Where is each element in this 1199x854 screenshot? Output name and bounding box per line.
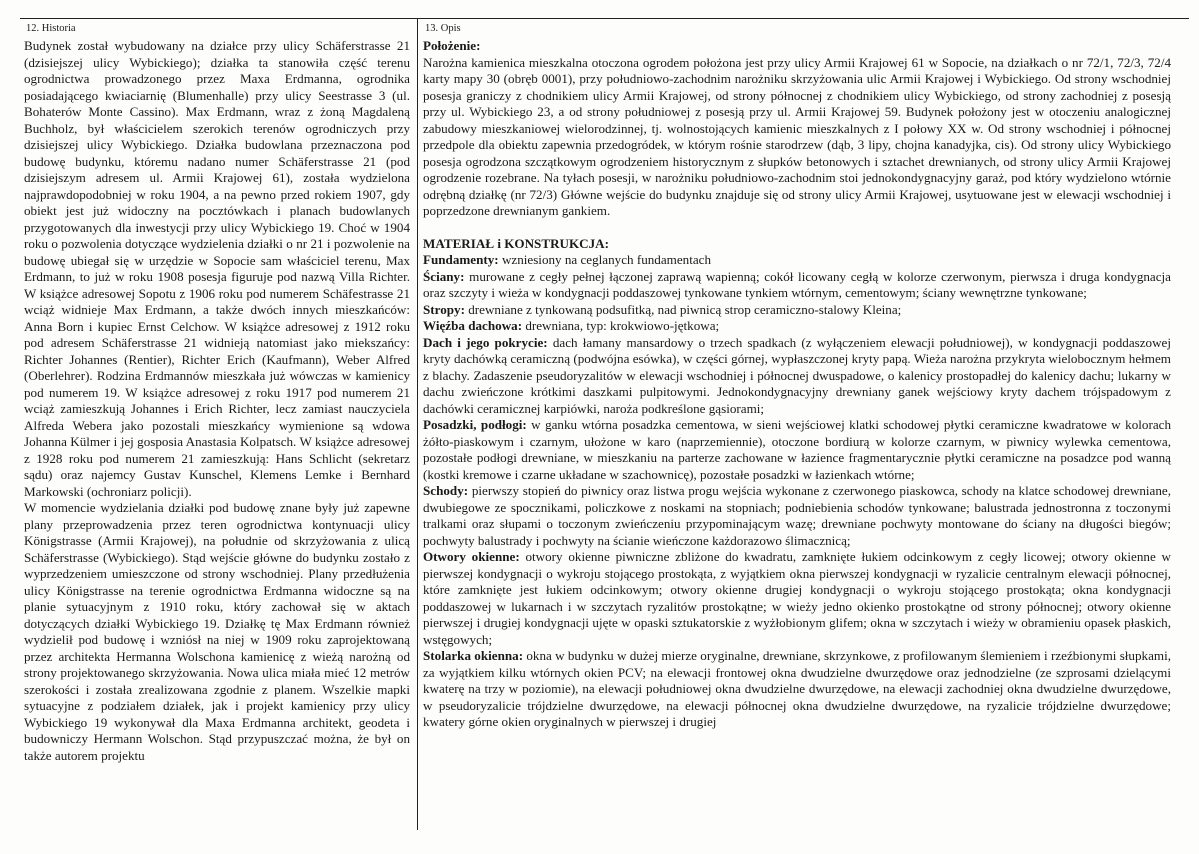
item-wiezba — [423, 318, 1171, 335]
item-text: wzniesiony na ceglanych fundamentach — [498, 252, 711, 267]
item-posadzki — [423, 417, 1171, 483]
polozenie-text: Narożna kamienica mieszkalna otoczona ogrodem położona jest przy ulicy Armii Krajowej 61 w Sopocie, na działkach o nr 72/1, 72/3, 72/4 karty mapy 30 (obręb 0001), przy południowo-zachodnim narożniku skrzyżowania ulic Armii Krajowej i Wybickiego. Od strony wschodniej posesja graniczy z chodnikiem ulicy Armii Krajowej, od strony północnej z chodnikiem ulicy Wybickiego, od strony zachodniej z posesją przy ul. Wybickiego 23, a od strony południowej z posesją przy ul. Armii Krajowej 59. Budynek położony jest w otoczeniu analogicznej zabudowy mieszkaniowej wielorodzinnej, tj. wolnostojących kamienic mieszkalnych z I połowy XX w. Od strony wschodniej i północnej przedpole dla obiektu zapewnia przedogródek, w którym rośnie starodrzew (dąb, 3 lipy, chojna kanadyjka, cis). Od strony ulicy Wybickiego posesja ogrodzona szczątkowym ogrodzeniem historycznym z słupków betonowych i sztachet drewnianych, od strony ulicy Armii Krajowej ogrodzenie rozebrane. Na tyłach posesji, w narożniku południowo-zachodnim stoi jednokondygnacyjny garaż, pod który wydzielono wtórnie odrębną działkę (nr 72/3) Główne wejście do budynku znajduje się od strony ulicy Armii Krajowej, usytuowane jest w elewacji wschodniej i poprzedzone drewnianym gankiem. — [423, 54, 1171, 218]
historia-paragraph-2: W momencie wydzielania działki pod budowę znane były już zapewne plany przeprowadzenia przez teren ogrodnictwa kontynuacji ulicy Königstrasse (Armii Krajowej), na południe od skrzyżowania z ulicą Schäferstrasse (Wybickiego). Stąd wejście główne do budynku zostało z wyprzedzeniem umieszczone od strony wschodniej. Plany przedłużenia ulicy Königstrasse na terenie ogrodnictwa Erdmanna widoczne są na planie sytuacyjnym z 1910 roku, który zachował się w aktach dotyczących działki Wybickiego 19. Działkę tę Max Erdmann również wydzielił pod budowę i wzniósł na niej w 1909 roku zaprojektowaną przez architekta Hermanna Wolschona kamienicę z wieżą narożną od strony projektowanego skrzyżowania. Nowa ulica miała mieć 12 metrów szerokości i została zrealizowana zgodnie z planem. Wszelkie mapki sytuacyjne z podziałem działek, jak i projekt kamienicy przy ulicy Wybickiego 19 wykonywał dla Maxa Erdmanna architekt, geodeta i budowniczy Hermann Wolschon. Stąd przypuszczać można, że był on także autorem projektu — [24, 500, 410, 763]
item-stropy — [423, 302, 1171, 319]
material-title: MATERIAŁ i KONSTRUKCJA: — [423, 235, 609, 251]
item-text: murowane z cegły pełnej łączonej zaprawą wapienną; cokół licowany cegłą w kolorze czerwonym, pierwsza i druga kondygnacja oraz szczyty i wieża w kondygnacji poddaszowej tynkowane tynkiem wtórnym, cementowym; ściany wewnętrzne tynkowane; — [423, 268, 1171, 300]
item-label: Dach i jego pokrycie: — [423, 334, 548, 350]
section-opis — [423, 20, 1171, 731]
item-label: Schody: — [423, 483, 469, 498]
item-text: w ganku wtórna posadzka cementowa, w sieni wejściowej klatki schodowej płytki ceramiczne kwadratowe w kolorach żółto-piaskowym i czarnym, ułożone w karo (naprzemiennie), otoczone bordiurą w kolorze czarnym, w piwnicy wylewka cementowa, pozostałe podłogi drewniane, w mieszkaniu na parterze zachowane w łazience fragmentarycznie płytki ceramiczne na posadzce pod wanną (kostki kremowe i czarne układane w szachownicę), pozostałe posadzki w łazienkach wtórne; — [423, 417, 1171, 482]
item-text: pierwszy stopień do piwnicy oraz listwa progu wejścia wykonane z czerwonego piaskowca, schody na klatce schodowej drewniane, dwubiegowe ze spocznikami, policzkowe z noskami na stopniach; podniebienia schodów tynkowane; balustrada jednostronna z toczonymi tralkami oraz słupami o toczonym zwieńczeniu przypominającym wazę; drewniane pochwyty montowane do ściany na długości biegów; pochwyty balustrady i pochwyty na ścianie wieńczone każdorazowo ślimacznicą; — [423, 483, 1171, 548]
item-text: dach łamany mansardowy o trzech spadkach (z wyłączeniem elewacji południowej), w kondygnacji poddaszowej kryty dachówką ceramiczną (podwójna esówka), w części górnej, wypłaszczonej kryty papą. Wieża narożna przykryta wielobocznym hełmem z blachy. Zadaszenie pseudoryzalitów w elewacji wschodniej i północnej dwuspadowe, o kalenicy prostopadłej do kalenicy dachu; lukarny w dachu zwieńczone krótkimi daszkami pulpitowymi. Jednokondygnacyjny drewniany ganek wejściowy kryty dachem trójspadowym z dachówki ceramicznej karpiówki, naroża podkreślone gąsiorami; — [423, 334, 1171, 416]
polozenie-title: Położenie: — [423, 38, 481, 53]
item-otwory — [423, 549, 1171, 648]
section-header-historia: 12. Historia — [26, 23, 76, 34]
column-divider — [417, 18, 418, 830]
item-text: otwory okienne piwniczne zbliżone do kwadratu, zamknięte łukiem odcinkowym z cegły licowej; otwory okienne w pierwszej kondygnacji o wykroju stojącego prostokąta, z wyjątkiem okna pierwszej kondygnacji w ryzalicie centralnym elewacji północnej, które zamknięte jest łukiem odcinkowym; otwory okienne drugiej kondygnacji o wykroju stojącego prostokąta; okna kondygnacji poddaszowej w lukarnach i w szczytach ryzalitów prostokątne; w wieży jedno okienko prostokątne od strony północnej; otwory okienne pierwszej i drugiej kondygnacji ujęte w opaski sztukatorskie z wyżłobionym glifem; okna w szczytach i wieży w obramieniu opasek płaskich, wstęgowych; — [423, 549, 1171, 647]
item-text: okna w budynku w dużej mierze oryginalne, drewniane, skrzynkowe, z profilowanym ślemieniem i rzeźbionymi słupkami, za wyjątkiem kilku wtórnych okien PCV; na elewacji frontowej okna dwudzielne dwurzędowe oraz jednodzielne (ze szprosami dzielącymi kwaterę na trzy w poziomie), na elewacji południowej okna dwudzielne dwurzędowe, na elewacji zachodniej okna dwudzielne dwurzędowe, w pseudoryzalicie trójdzielne dwurzędowe, na elewacji północnej okna dwudzielne dwurzędowe, na ryzalicie trójdzielne dwurzędowe; kwatery górne okien oryginalnych w pierwszej i drugiej — [423, 648, 1171, 729]
historia-paragraph-1: Budynek został wybudowany na działce przy ulicy Schäferstrasse 21 (dzisiejszej ulicy Wybickiego); działka ta stanowiła część terenu ogrodnictwa prowadzonego przez Maxa Erdmanna, ogrodnika posiadającego kwiaciarnię (Blumenhalle) przy ulicy Seestrasse 3 (ul. Bohaterów Monte Cassino). Max Erdmann, wraz z żoną Magdaleną Buchholz, był właścicielem szerokich terenów ogrodniczych przy dzisiejszej ulicy Wybickiego. Działka budowlana przeznaczona pod budowę budynku, któremu nadano numer Schäferstrasse 21 (pod dzisiejszym adresem ul. Armii Krajowej 61), została wydzielona najprawdopodobniej w roku 1904, a na pewno przed rokiem 1907, gdy obiekt jest już widoczny na pocztówkach i planach budowlanych przygotowanych dla inwestycji przy ulicy Wybickiego 19. Choć w 1904 roku o pozwolenia dotyczące wydzielenia działki o nr 21 i pozwolenie na budowę ubiegał się w urzędzie w Sopocie sam właściciel terenu, Max Erdmann, to już w roku 1908 posesja figuruje pod nazwą Villa Richter. W książce adresowej Sopotu z 1906 roku pod numerem Schäfestrasse 21 wciąż widnieje Max Erdmann, a także dwóch innych mieszkańców: Anna Born i kupiec Ernst Celchow. W książce adresowej z 1912 roku pod adresem Schäferstrasse 21 widnieją natomiast jako miekszańcy: Richter Johannes (Rentier), Richter Erich (Kaufmann), Weber Alfred (Oberlehrer). Rodzina Erdmannów mieszkała już wówczas w kamienicy pod numerem 19. W książce adresowej z roku 1917 pod numerem 21 wciąż zamieszkują Johannes i Erich Richter, lecz zamiast nauczyciela Alfreda Webera jako pozostali mieszkańcy wymienione są wdowa Johanna Külmer i jej gosposia Anastasia Kolpatsch. W książce adresowej z 1928 roku pod numerem 21 zamieszkują: Hans Schlicht (sekretarz sądu) oraz najemcy Gustav Kunschel, Klemens Lemke i Bernhard Markowski (ochroniarz policji). — [24, 38, 410, 499]
section-header-opis: 13. Opis — [425, 23, 461, 34]
item-dach — [423, 335, 1171, 418]
item-label: Fundamenty: — [423, 252, 499, 267]
item-stolarka — [423, 648, 1171, 731]
item-text: drewniane z tynkowaną podsufitką, nad piwnicą strop ceramiczno-stalowy Kleina; — [464, 301, 902, 317]
item-label: Otwory okienne: — [423, 549, 520, 564]
item-label: Stropy: — [423, 301, 465, 317]
item-fundamenty — [423, 252, 1171, 269]
section-historia — [24, 20, 410, 764]
top-rule — [20, 18, 1189, 19]
item-label: Stolarka okienna: — [423, 648, 524, 663]
item-text: drewniana, typ: krokwiowo-jętkowa; — [522, 318, 720, 333]
item-label: Ściany: — [423, 268, 465, 284]
item-schody — [423, 483, 1171, 549]
item-sciany — [423, 269, 1171, 302]
item-label: Posadzki, podłogi: — [423, 417, 527, 432]
item-label: Więźba dachowa: — [423, 318, 523, 333]
